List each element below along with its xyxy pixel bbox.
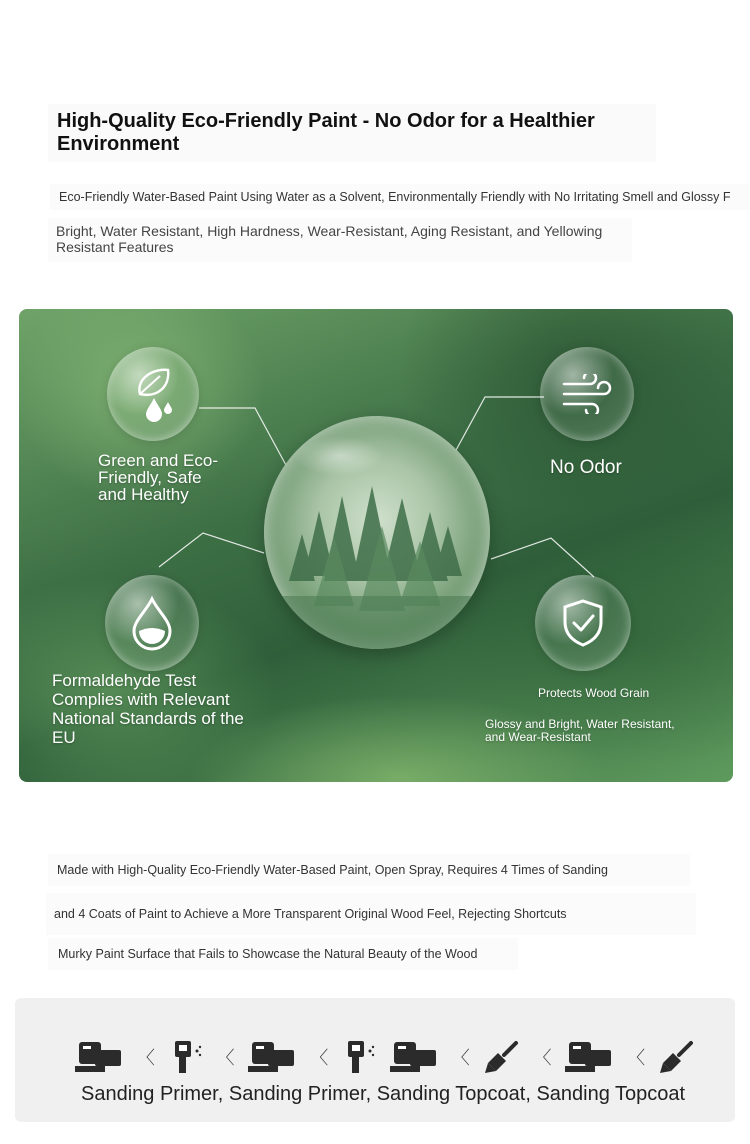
subtitle-box-1 [50,184,750,210]
subtitle-box-2 [48,218,632,262]
water-drop-icon [130,595,174,651]
process-steps-text: Sanding Primer, Sanding Primer, Sanding Topcoat, Sanding Topcoat [81,1083,686,1105]
sander-icon [75,1038,123,1076]
sander-icon [390,1038,438,1076]
step-separator: 〈 [310,1048,329,1069]
process-icon-row [75,1036,695,1078]
wind-icon [560,374,614,414]
spray-gun-icon [169,1039,203,1075]
paint-brush-icon [484,1039,520,1075]
step-separator: 〈 [627,1048,646,1069]
step-separator: 〈 [216,1048,235,1069]
title-box [48,104,656,162]
feature-label-no-odor: No Odor [550,457,622,478]
spray-gun-icon [342,1039,376,1075]
description-line-3: Murky Paint Surface that Fails to Showcase the Natural Beauty of the Wood [58,947,478,961]
feature-label-formaldehyde: Formaldehyde Test Complies with Relevant National Standards of the EU [52,671,244,747]
description-line-1: Made with High-Quality Eco-Friendly Water-Based Paint, Open Spray, Requires 4 Times of Sanding [57,863,608,877]
description-line-2: and 4 Coats of Paint to Achieve a More Transparent Original Wood Feel, Rejecting Shortcuts [54,907,567,921]
step-separator: 〈 [533,1048,552,1069]
process-panel [15,998,735,1122]
eco-features-banner [19,309,733,782]
page-title: High-Quality Eco-Friendly Paint - No Odor for a Healthier Environment [57,110,595,155]
wood-grain-bubble [535,575,631,671]
feature-glossy-text: Glossy and Bright, Water Resistant, and Wear-Resistant [485,717,675,744]
forest-bubble [264,416,490,649]
leaf-water-drop-icon [128,364,178,424]
shield-check-icon [561,598,605,648]
feature-label-eco: Green and Eco-Friendly, Safe and Healthy [98,451,219,504]
sander-icon [565,1038,613,1076]
formaldehyde-bubble [105,575,199,671]
description-line-1-box [48,854,690,886]
paint-brush-icon [659,1039,695,1075]
sander-icon [248,1038,296,1076]
feature-label-wood-grain: Protects Wood Grain [538,686,650,700]
subtitle-line-1: Eco-Friendly Water-Based Paint Using Water as a Solvent, Environmentally Friendly with No Irritating Smell and Glossy F [59,190,731,204]
step-separator: 〈 [136,1048,155,1069]
description-line-2-box [46,893,696,935]
bubble-shine [294,436,384,476]
description-line-3-box [48,938,518,970]
no-odor-bubble [540,347,634,441]
step-separator: 〈 [451,1048,470,1069]
subtitle-line-2: Bright, Water Resistant, High Hardness, Wear-Resistant, Aging Resistant, and Yellowing Resistant Features [56,223,603,255]
eco-bubble [107,347,199,441]
